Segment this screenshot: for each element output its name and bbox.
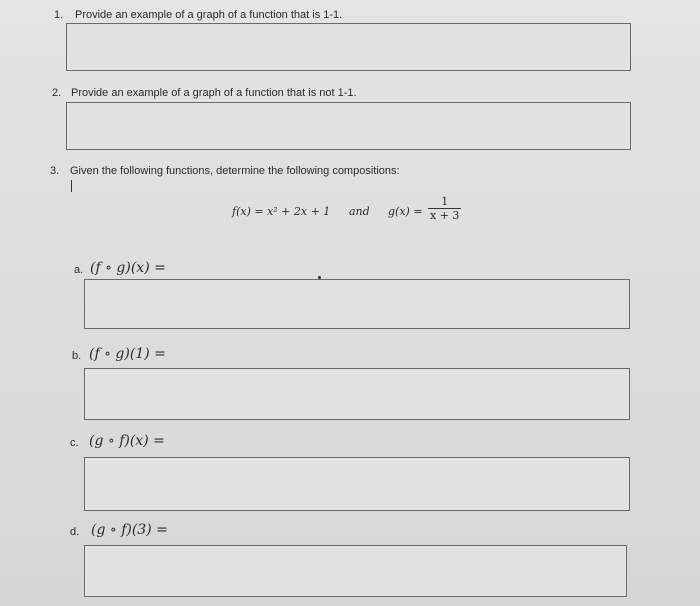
part-d-label: d.	[70, 526, 80, 538]
question-1-number: 1.	[54, 9, 64, 21]
part-a-label: a.	[74, 264, 84, 276]
fraction-numerator: 1	[428, 195, 461, 209]
answer-box-a[interactable]	[84, 279, 630, 329]
question-2-number: 2.	[52, 87, 62, 99]
answer-box-2[interactable]	[66, 102, 631, 150]
fraction-denominator: x + 3	[430, 209, 460, 222]
function-f-definition: f(x) = x² + 2x + 1	[232, 205, 331, 218]
part-c-label: c.	[70, 437, 79, 449]
question-3-number: 3.	[50, 165, 60, 177]
function-g-fraction	[428, 195, 461, 222]
part-b-label: b.	[72, 350, 82, 362]
text-cursor	[71, 180, 72, 192]
question-1-text: Provide an example of a graph of a function that is 1-1.	[75, 9, 343, 21]
question-2-text: Provide an example of a graph of a function that is not 1-1.	[71, 87, 357, 99]
part-d-expression: (g ∘ f)(3) =	[91, 522, 168, 538]
answer-box-c[interactable]	[84, 457, 630, 511]
answer-box-1[interactable]	[66, 23, 631, 71]
answer-box-d[interactable]	[84, 545, 627, 597]
part-b-expression: (f ∘ g)(1) =	[89, 346, 166, 362]
answer-box-b[interactable]	[84, 368, 630, 420]
question-3-text: Given the following functions, determine the following compositions:	[70, 165, 400, 177]
part-c-expression: (g ∘ f)(x) =	[89, 433, 165, 449]
part-a-expression: (f ∘ g)(x) =	[90, 260, 166, 276]
function-g-label: g(x) =	[388, 205, 423, 218]
and-connector: and	[349, 205, 370, 218]
